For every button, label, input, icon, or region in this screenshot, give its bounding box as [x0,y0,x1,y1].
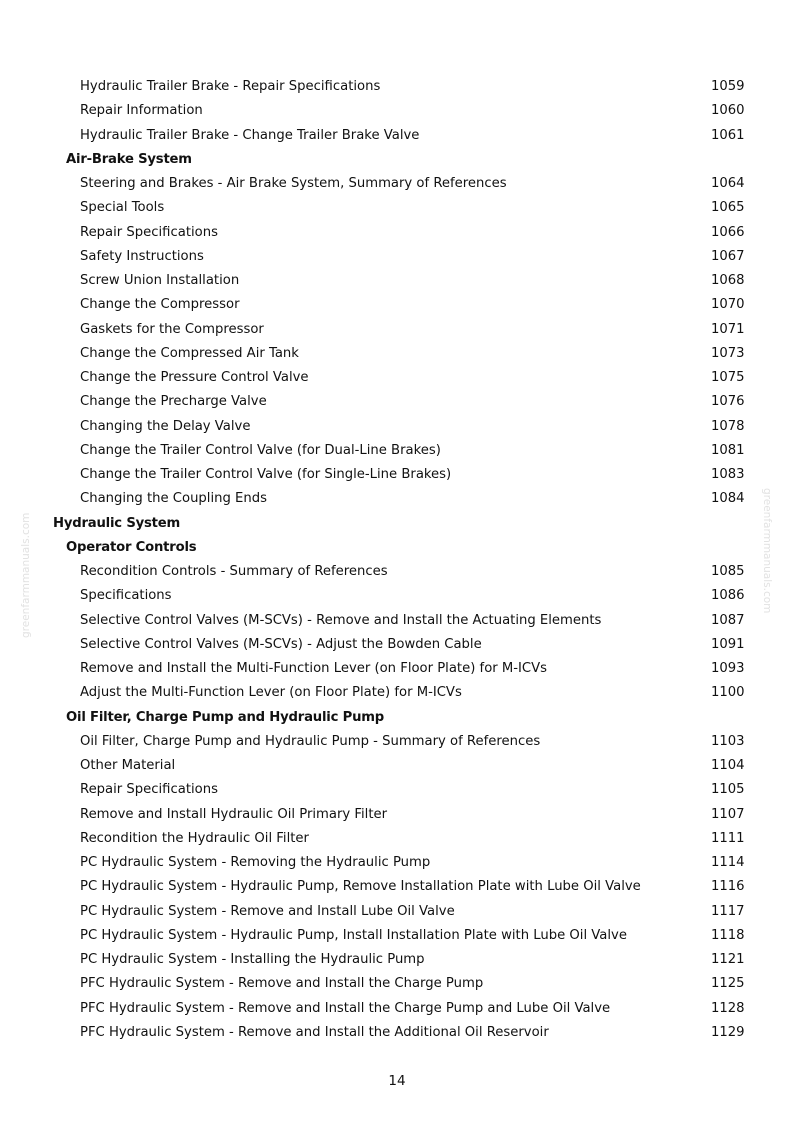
toc-entry-title: Remove and Install Hydraulic Oil Primary Filter [80,806,388,822]
toc-entry-page: 1121 [711,952,745,967]
toc-entry[interactable] [0,75,794,99]
toc-entry-page: 1087 [711,612,745,628]
toc-entry[interactable] [0,924,794,948]
toc-entry[interactable] [0,609,794,633]
toc-section-heading [0,512,794,536]
toc-entry-title: PFC Hydraulic System - Remove and Install the Additional Oil Reservoir [80,1024,549,1040]
toc-entry-page: 1129 [711,1024,745,1040]
toc-entry-title: Changing the Coupling Ends [80,491,267,507]
toc-entry-page: 1107 [711,806,745,822]
toc-entry-title: Hydraulic System [53,515,181,531]
toc-entry-title: Change the Trailer Control Valve (for Dual-Line Brakes) [80,442,441,458]
toc-entry-page: 1061 [711,127,745,143]
toc-entry-title: Recondition Controls - Summary of References [80,564,388,579]
toc-entry[interactable] [0,245,794,269]
toc-entry-page: 1114 [711,855,745,870]
toc-entry[interactable] [0,293,794,317]
toc-entry[interactable] [0,754,794,778]
toc-entry[interactable] [0,997,794,1021]
toc-entry[interactable] [0,681,794,705]
toc-entry-title: Selective Control Valves (M-SCVs) - Remove and Install the Actuating Elements [80,612,602,628]
toc-section-heading [0,706,794,730]
toc-entry-page: 1071 [711,321,745,337]
toc-entry-title: Steering and Brakes - Air Brake System, Summary of References [80,176,507,191]
toc-entry-page: 1078 [711,418,745,434]
toc-entry[interactable] [0,269,794,293]
toc-entry-title: Remove and Install the Multi-Function Lever (on Floor Plate) for M-ICVs [80,661,548,676]
toc-entry-page: 1105 [711,782,745,798]
toc-entry-page: 1059 [711,79,745,94]
toc-entry-title: Change the Pressure Control Valve [80,370,309,385]
toc-entry[interactable] [0,657,794,681]
toc-entry-title: Special Tools [80,200,165,216]
toc-entry-page: 1128 [711,1000,745,1016]
toc-entry-page: 1100 [711,685,745,701]
toc-entry-page: 1116 [711,879,745,895]
toc-entry[interactable] [0,584,794,608]
toc-entry-title: Change the Compressor [80,297,240,313]
toc-entry-page: 1117 [711,903,745,919]
toc-entry[interactable] [0,439,794,463]
toc-entry[interactable] [0,803,794,827]
toc-entry-title: Specifications [80,588,172,604]
toc-entry-title: PC Hydraulic System - Hydraulic Pump, Install Installation Plate with Lube Oil Valve [80,927,627,943]
toc-entry-title: Gaskets for the Compressor [80,321,264,337]
toc-entry-title: PFC Hydraulic System - Remove and Install the Charge Pump [80,976,484,992]
toc-entry-title: PC Hydraulic System - Removing the Hydraulic Pump [80,855,431,870]
toc-entry-title: Operator Controls [66,539,197,555]
toc-entry-title: PC Hydraulic System - Hydraulic Pump, Remove Installation Plate with Lube Oil Valve [80,879,641,895]
toc-entry[interactable] [0,172,794,196]
toc-entry-page: 1076 [711,394,745,410]
toc-entry[interactable] [0,390,794,414]
toc-entry[interactable] [0,463,794,487]
toc-entry[interactable] [0,778,794,802]
toc-section-heading [0,536,794,560]
toc-entry-page: 1081 [711,442,745,458]
toc-entry-page: 1085 [711,564,745,579]
toc-entry[interactable] [0,948,794,972]
toc-section-heading [0,148,794,172]
toc-entry-page: 1083 [711,467,745,482]
toc-entry-title: Safety Instructions [80,248,204,264]
toc-entry-page: 1067 [711,248,745,264]
toc-entry[interactable] [0,827,794,851]
toc-entry-page: 1125 [711,976,745,992]
toc-entry-page: 1091 [711,636,745,652]
toc-entry-page: 1104 [711,758,745,773]
table-of-contents [0,75,794,1045]
toc-entry[interactable] [0,875,794,899]
toc-entry-page: 1068 [711,273,745,288]
toc-entry-title: Air-Brake System [66,151,192,167]
toc-entry-title: Repair Specifications [80,224,218,240]
toc-entry[interactable] [0,560,794,584]
toc-entry[interactable] [0,124,794,148]
toc-entry-title: Adjust the Multi-Function Lever (on Floor Plate) for M-ICVs [80,685,462,701]
toc-entry[interactable] [0,487,794,511]
toc-entry-title: Hydraulic Trailer Brake - Change Trailer Brake Valve [80,127,420,143]
toc-entry[interactable] [0,972,794,996]
toc-entry-title: Repair Specifications [80,782,218,798]
toc-entry-page: 1070 [711,297,745,313]
toc-entry-page: 1084 [711,491,745,507]
toc-entry-page: 1064 [711,176,745,191]
toc-entry[interactable] [0,1021,794,1045]
toc-entry[interactable] [0,99,794,123]
toc-entry-page: 1111 [711,830,745,846]
toc-entry[interactable] [0,221,794,245]
toc-entry-title: Hydraulic Trailer Brake - Repair Specifications [80,79,381,94]
toc-entry-title: Selective Control Valves (M-SCVs) - Adjust the Bowden Cable [80,636,482,652]
toc-entry-page: 1073 [711,345,745,361]
toc-entry-title: Oil Filter, Charge Pump and Hydraulic Pump - Summary of References [80,733,541,749]
toc-entry-page: 1066 [711,224,745,240]
toc-entry[interactable] [0,900,794,924]
toc-entry[interactable] [0,415,794,439]
toc-entry[interactable] [0,196,794,220]
toc-entry-title: PFC Hydraulic System - Remove and Install the Charge Pump and Lube Oil Valve [80,1000,611,1016]
toc-entry-title: PC Hydraulic System - Installing the Hydraulic Pump [80,952,425,967]
toc-entry-title: Change the Trailer Control Valve (for Single-Line Brakes) [80,467,452,482]
toc-entry-page: 1093 [711,661,745,676]
toc-entry-title: Screw Union Installation [80,273,240,288]
toc-entry-page: 1075 [711,370,745,385]
toc-entry-title: Repair Information [80,103,203,119]
watermark-right: greenfarmmanuals.com [761,488,773,614]
watermark-left: greenfarmmanuals.com [20,512,32,638]
toc-entry-title: Recondition the Hydraulic Oil Filter [80,830,309,846]
toc-entry-title: PC Hydraulic System - Remove and Install Lube Oil Valve [80,903,455,919]
toc-entry-page: 1103 [711,733,745,749]
toc-entry-page: 1065 [711,200,745,216]
page-number: 14 [388,1073,406,1089]
toc-entry[interactable] [0,730,794,754]
toc-entry[interactable] [0,633,794,657]
toc-entry[interactable] [0,851,794,875]
toc-entry-title: Changing the Delay Valve [80,418,251,434]
toc-entry-title: Change the Precharge Valve [80,394,267,410]
toc-entry-page: 1118 [711,927,745,943]
toc-entry-title: Change the Compressed Air Tank [80,345,299,361]
toc-entry[interactable] [0,342,794,366]
toc-entry[interactable] [0,318,794,342]
toc-entry-title: Oil Filter, Charge Pump and Hydraulic Pump [66,709,385,725]
toc-entry-page: 1060 [711,103,745,119]
toc-entry[interactable] [0,366,794,390]
toc-entry-title: Other Material [80,758,176,773]
toc-entry-page: 1086 [711,588,745,604]
